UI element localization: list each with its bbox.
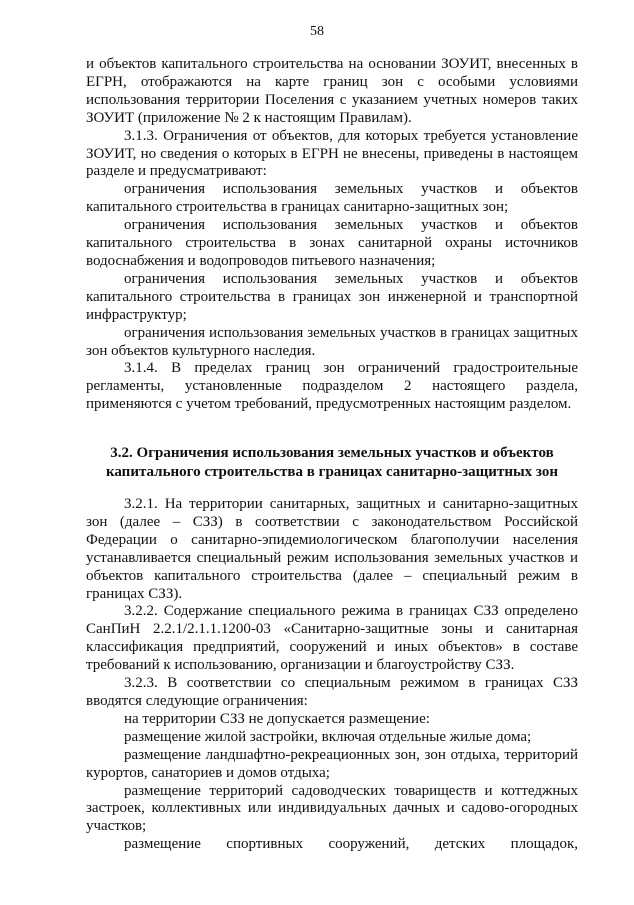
- list-item: на территории СЗЗ не допускается размещение:: [124, 710, 430, 727]
- list-item: размещение жилой застройки, включая отдельные жилые дома;: [124, 728, 532, 745]
- list-item: размещение спортивных сооружений, детских площадок,: [124, 836, 578, 853]
- paragraph: 3.2.2. Содержание специального режима в границах СЗЗ определено СанПиН 2.2.1/2.1.1.1200-03 «Санитарно-защитные зоны и санитарная классификация предприятий, сооружений и иных объектов» в составе требований к использованию, организации и благоустройству СЗЗ.: [86, 603, 578, 674]
- paragraph: и объектов капитального строительства на основании ЗОУИТ, внесенных в ЕГРН, отображаются на карте границ зон с особыми условиями использования территории Поселения с указанием учетных номеров таких ЗОУИТ (приложение № 2 к настоящим Правилам).: [86, 56, 578, 126]
- list-item: ограничения использования земельных участков и объектов капитального строительства в границах зон инженерной и транспортной инфраструктур;: [86, 270, 578, 323]
- list-item: размещение территорий садоводческих товариществ и коттеджных застроек, коллективных или индивидуальных дачных и садово-огородных участков;: [86, 782, 578, 835]
- list-item: ограничения использования земельных участков и объектов капитального строительства в зонах санитарной охраны источников водоснабжения и водопроводов питьевого назначения;: [86, 217, 578, 269]
- page-number: 58: [310, 24, 324, 39]
- list-item: размещение ландшафтно-рекреационных зон, зон отдыха, территорий курортов, санаториев и домов отдыха;: [86, 746, 578, 781]
- text-block-2: [86, 496, 578, 854]
- section-heading: [86, 444, 578, 482]
- section-heading-line: капитального строительства в границах санитарно-защитных зон: [105, 464, 559, 480]
- paragraph: 3.1.3. Ограничения от объектов, для которых требуется установление ЗОУИТ, но сведения о которых в ЕГРН не внесены, приведены в настоящем разделе и предусматривают:: [86, 127, 578, 180]
- paragraph: 3.2.3. В соответствии со специальным режимом в границах СЗЗ вводятся следующие ограничения:: [86, 675, 578, 709]
- paragraph: 3.2.1. На территории санитарных, защитных и санитарно-защитных зон (далее – СЗЗ) в соответствии с законодательством Российской Федерации о санитарно-эпидемиологическом благополучии населения устанавливается специальный режим использования земельных участков и объектов капитального строительства (далее – специальный режим в границах СЗЗ).: [86, 496, 578, 602]
- text-block-1: [86, 56, 578, 414]
- section-heading-line: 3.2. Ограничения использования земельных участков и объектов: [110, 445, 554, 461]
- list-item: ограничения использования земельных участков в границах защитных зон объектов культурного наследия.: [86, 324, 578, 359]
- list-item: ограничения использования земельных участков и объектов капитального строительства в границах санитарно-защитных зон;: [86, 181, 578, 216]
- paragraph: 3.1.4. В пределах границ зон ограничений градостроительные регламенты, установленные подразделом 2 настоящего раздела, применяются с учетом требований, предусмотренных настоящим разделом.: [86, 360, 578, 413]
